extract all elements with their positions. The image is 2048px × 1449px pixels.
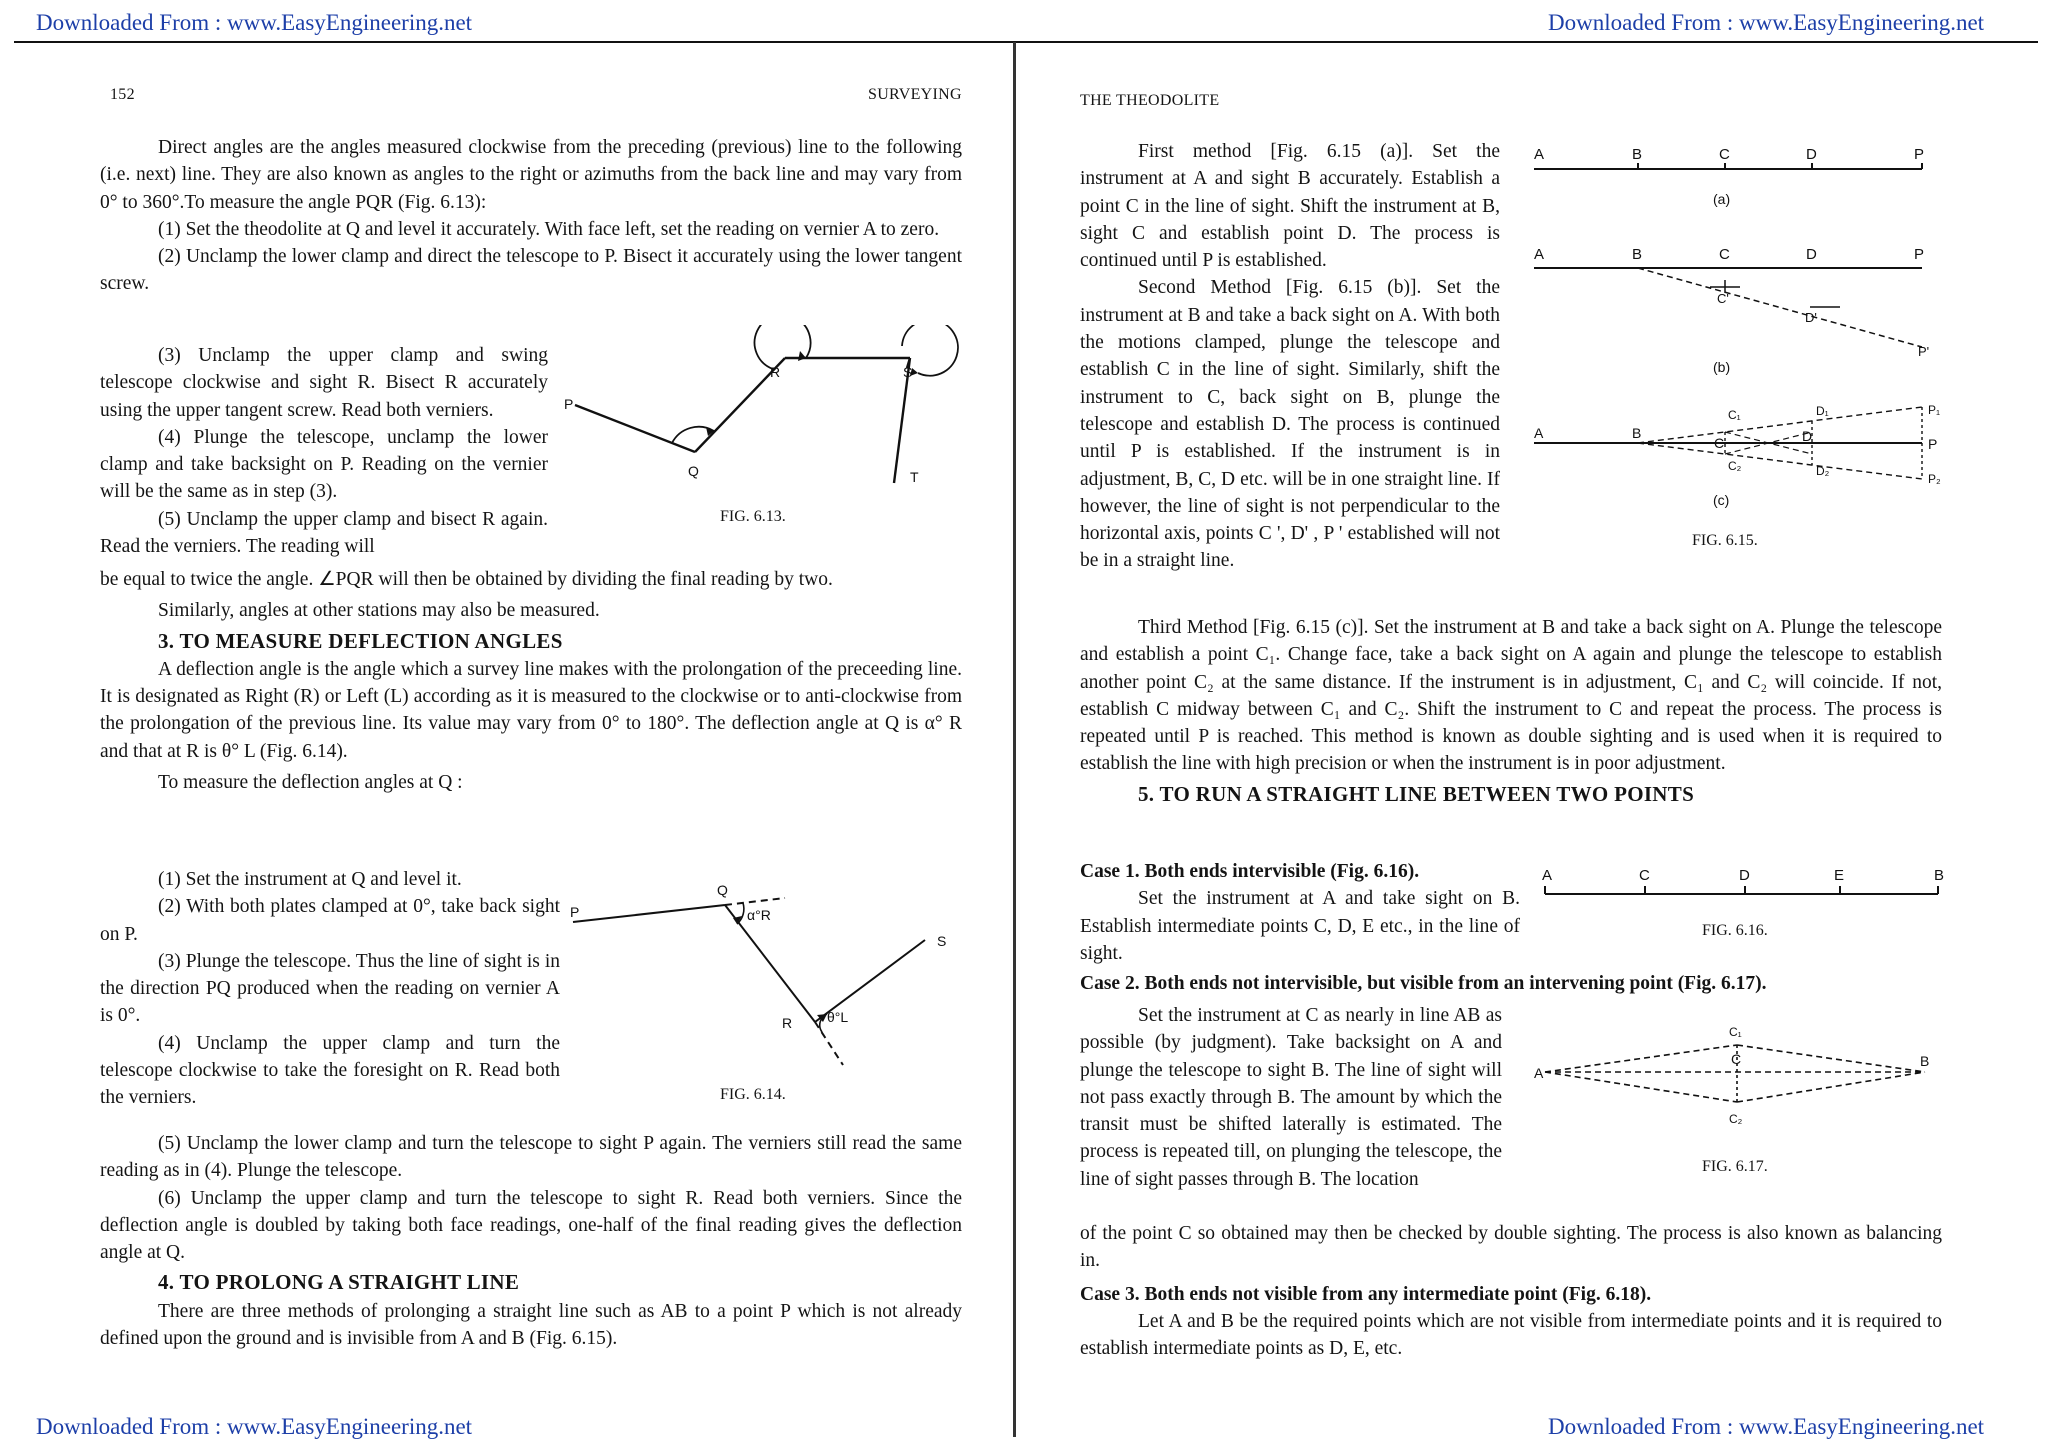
case-2-heading-block xyxy=(1080,970,1960,997)
fig616-label-d: D xyxy=(1739,867,1750,884)
fig615a-label-d: D xyxy=(1806,146,1817,163)
deflection-step-6: (6) Unclamp the upper clamp and turn the telescope to sight R. Read both verniers. Since the deflection angle is doubled by taking both face readings, one-half of the final reading gives the deflection angle at Q. xyxy=(100,1187,962,1264)
fig613-caption: FIG. 6.13. xyxy=(720,508,786,525)
figure-6-13 xyxy=(560,325,970,545)
fig615c-label-p: P xyxy=(1928,436,1938,452)
fig617-label-a: A xyxy=(1534,1065,1544,1081)
fig616-label-a: A xyxy=(1542,867,1553,884)
left-middle-block xyxy=(100,566,962,796)
fig614-caption: FIG. 6.14. xyxy=(720,1086,786,1103)
figure-6-17 xyxy=(1530,1010,1950,1190)
case-3-text: Let A and B be the required points which are not visible from intermediate points and it is required to establish intermediate points as D, E, etc. xyxy=(1080,1310,1942,1360)
deflection-step-2: (2) With both plates clamped at 0°, take back sight on P. xyxy=(100,896,560,945)
fig614-label-r: R xyxy=(782,1015,793,1031)
fig615-sub-c: (c) xyxy=(1713,492,1730,508)
fig617-diagram xyxy=(1530,1010,1950,1160)
fig617-label-c1: C₁ xyxy=(1729,1025,1742,1039)
fig615c-label-a: A xyxy=(1534,425,1544,441)
fig616-label-c: C xyxy=(1639,867,1650,884)
fig615c-label-c1: C₁ xyxy=(1728,408,1741,422)
direct-step-5a: (5) Unclamp the upper clamp and bisect R again. Read the verniers. The reading will xyxy=(100,508,548,558)
deflection-intro: To measure the deflection angles at Q : xyxy=(158,772,463,794)
similarly-paragraph: Similarly, angles at other stations may also be measured. xyxy=(158,600,600,622)
fig615-sub-b: (b) xyxy=(1713,359,1731,375)
download-link-top-left[interactable]: Downloaded From : www.EasyEngineering.net xyxy=(36,10,473,35)
direct-step-3: (3) Unclamp the upper clamp and swing telescope clockwise and sight R. Bisect R accurately using the upper tangent screw. Read both verniers. xyxy=(100,345,548,421)
download-link-bottom-left[interactable]: Downloaded From : www.EasyEngineering.net xyxy=(36,1414,473,1439)
direct-angles-paragraph: Direct angles are the angles measured clockwise from the preceding (previous) line to the following (i.e. next) line. They are also known as angles to the right or azimuths from the back line and may vary from 0° to 360°.To measure the angle PQR (Fig. 6.13): xyxy=(100,137,962,213)
section-4-heading: 4. TO PROLONG A STRAIGHT LINE xyxy=(158,1270,520,1295)
direct-step-4: (4) Plunge the telescope, unclamp the lower clamp and take backsight on P. Reading on the vernier will be the same as in step (3). xyxy=(100,426,548,503)
second-method-paragraph: Second Method [Fig. 6.15 (b)]. Set the instrument at B and take a back sight on A. With both the motions clamped, plunge the telescope and establish C in the line of sight. Similarly, shift the instrument to C, back sight on B, plunge the telescope and establish D. The process is continued until P is established. If the instrument is in adjustment, B, C, D etc. will be in one straight line. If however, the line of sight is not perpendicular to the horizontal axis, points C ', D' , P ' established will not be in a straight line. xyxy=(1080,277,1500,572)
case-1-text: Set the instrument at A and take sight on B. Establish intermediate points C, D, E etc., in the line of sight. xyxy=(1080,888,1520,964)
case-2-continuation: of the point C so obtained may then be checked by double sighting. The process is also known as balancing in. xyxy=(1080,1223,1942,1272)
fig615a-label-b: B xyxy=(1632,146,1643,163)
fig615-diagram xyxy=(1520,135,1950,535)
fig615c-label-b: B xyxy=(1632,425,1642,441)
direct-step-1: (1) Set the theodolite at Q and level it accurately. With face left, set the reading on vernier A to zero. xyxy=(158,218,940,240)
right-middle-block xyxy=(1080,614,1942,809)
case-2-text: Set the instrument at C as nearly in line AB as possible (by judgment). Take backsight on A and plunge the telescope to sight B. The line of sight will not pass exactly through B. The amount by which the transit must be shifted laterally is estimated. The process is repeated till, on plunging the telescope, the line of sight passes through B. The location xyxy=(1080,1005,1502,1190)
left-top-block xyxy=(100,134,962,298)
fig616-label-e: E xyxy=(1834,867,1845,884)
fig615b-label-c: C xyxy=(1719,246,1730,263)
case-2-heading: Case 2. Both ends not intervisible, but visible from an intervening point (Fig. 6.17). xyxy=(1080,973,1767,994)
fig615b-label-b: B xyxy=(1632,246,1643,263)
download-link-top-right[interactable]: Downloaded From : www.EasyEngineering.net xyxy=(1548,10,1985,35)
page-gutter xyxy=(1013,42,1016,1437)
section-3-heading: 3. TO MEASURE DEFLECTION ANGLES xyxy=(158,628,563,653)
fig614-label-alpha: α°R xyxy=(747,907,771,923)
running-head-right: THE THEODOLITE xyxy=(1080,92,1220,109)
fig615c-label-d2: D₂ xyxy=(1816,464,1830,478)
deflection-step-5: (5) Unclamp the lower clamp and turn the telescope to sight P again. The verniers still read the same reading as in (4). Plunge the telescope. xyxy=(100,1133,962,1182)
figure-6-15 xyxy=(1520,135,1950,555)
page-number: 152 xyxy=(110,86,135,103)
fig615b-label-a: A xyxy=(1534,246,1545,263)
fig613-label-t: T xyxy=(910,469,919,485)
top-scan-rule xyxy=(14,41,2038,43)
deflection-step-1: (1) Set the instrument at Q and level it. xyxy=(158,869,462,890)
fig617-label-c2: C₂ xyxy=(1729,1112,1743,1126)
case-2-text-block xyxy=(1080,1002,1502,1193)
fig617-label-b: B xyxy=(1920,1053,1930,1069)
direct-step-5b: be equal to twice the angle. ∠PQR will then be obtained by dividing the final reading by two. xyxy=(100,569,833,590)
fig616-caption: FIG. 6.16. xyxy=(1702,922,1768,939)
fig615c-label-p2: P₂ xyxy=(1928,472,1941,486)
fig616-diagram xyxy=(1530,858,1950,918)
fig616-label-b: B xyxy=(1934,867,1945,884)
running-head-left: SURVEYING xyxy=(868,86,962,103)
first-method-paragraph: First method [Fig. 6.15 (a)]. Set the instrument at A and sight B accurately. Establish a point C in the line of sight. Shift the instrument at B, sight C and establish point D. The process is continued until P is established. xyxy=(1080,141,1500,272)
fig614-label-s: S xyxy=(937,933,947,949)
fig614-label-p: P xyxy=(570,904,580,920)
direct-step-2: (2) Unclamp the lower clamp and direct the telescope to P. Bisect it accurately using the lower tangent screw. xyxy=(100,246,962,295)
case-1-heading: Case 1. Both ends intervisible (Fig. 6.16). xyxy=(1080,861,1420,882)
fig613-label-q: Q xyxy=(688,463,699,479)
figure-6-14 xyxy=(565,880,965,1110)
fig615b-label-d: D xyxy=(1806,246,1817,263)
fig617-label-c: C xyxy=(1731,1051,1742,1067)
third-method-paragraph: Third Method [Fig. 6.15 (c)]. Set the instrument at B and take a back sight on A. Plunge the telescope and establish a point C₁. Change face, take a back sight on A again and plunge the telescope to establish another point C₂ at the same distance. If the instrument is in adjustment, C₁ and C₂ will coincide. If not, establish C midway between C₁ and C₂. Shift the instrument to C and repeat the process. The process is repeated until P is reached. This method is known as double sighting and is used when it is required to establish the line with high precision or when the instrument is in poor adjustment. xyxy=(1080,617,1942,775)
fig613-label-r: R xyxy=(770,364,781,380)
left-steps-with-fig613 xyxy=(100,342,548,560)
fig615c-label-d1: D₁ xyxy=(1816,404,1829,418)
deflection-step-3: (3) Plunge the telescope. Thus the line of sight is in the direction PQ produced when the reading on vernier A is 0°. xyxy=(100,950,560,1027)
right-methods-block xyxy=(1080,138,1500,575)
fig615a-label-a: A xyxy=(1534,146,1545,163)
fig613-label-s: S xyxy=(903,364,913,380)
fig617-caption: FIG. 6.17. xyxy=(1702,1158,1768,1175)
left-bottom-block xyxy=(100,1130,962,1352)
case-3-heading: Case 3. Both ends not visible from any intermediate point (Fig. 6.18). xyxy=(1080,1283,1652,1305)
fig615b-label-d-prime: D' xyxy=(1805,310,1817,325)
fig615b-label-p-prime: P' xyxy=(1918,344,1930,359)
fig615b-label-c-prime: C' xyxy=(1717,291,1729,306)
fig615c-label-c: C xyxy=(1714,435,1725,451)
fig615a-label-p: P xyxy=(1914,146,1925,163)
fig615c-label-c2: C₂ xyxy=(1728,459,1742,473)
deflection-step-4: (4) Unclamp the upper clamp and turn the telescope clockwise to take the foresight on R. Read both the verniers. xyxy=(100,1032,560,1109)
section-5-heading: 5. TO RUN A STRAIGHT LINE BETWEEN TWO POINTS xyxy=(1138,781,1695,806)
deflection-paragraph: A deflection angle is the angle which a survey line makes with the prolongation of the preceeding line. It is designated as Right (R) or Left (L) according as it is measured to the clockwise or to anti-clockwise from the prolongation of the previous line. Its value may vary from 0° to 180°. The deflection angle at Q is α° R and that at R is θ° L (Fig. 6.14). xyxy=(100,658,962,762)
fig614-label-theta: θ°L xyxy=(827,1009,849,1025)
fig615b-label-p: P xyxy=(1914,246,1925,263)
fig613-label-p: P xyxy=(564,396,574,412)
left-steps-with-fig614 xyxy=(100,866,560,1112)
right-bottom-block xyxy=(1080,1220,1942,1362)
fig615a-label-c: C xyxy=(1719,146,1730,163)
fig614-diagram xyxy=(565,880,965,1080)
fig615c-label-d: D xyxy=(1802,428,1813,444)
download-link-bottom-right[interactable]: Downloaded From : www.EasyEngineering.net xyxy=(1548,1414,1985,1439)
fig614-label-q: Q xyxy=(717,882,728,898)
fig615c-label-p1: P₁ xyxy=(1928,403,1941,417)
prolong-paragraph: There are three methods of prolonging a straight line such as AB to a point P which is not already defined upon the ground and is invisible from A and B (Fig. 6.15). xyxy=(100,1300,962,1350)
fig615-caption: FIG. 6.15. xyxy=(1692,532,1758,549)
fig615-sub-a: (a) xyxy=(1713,191,1731,207)
figure-6-16 xyxy=(1530,858,1950,948)
case-1-block xyxy=(1080,858,1520,967)
